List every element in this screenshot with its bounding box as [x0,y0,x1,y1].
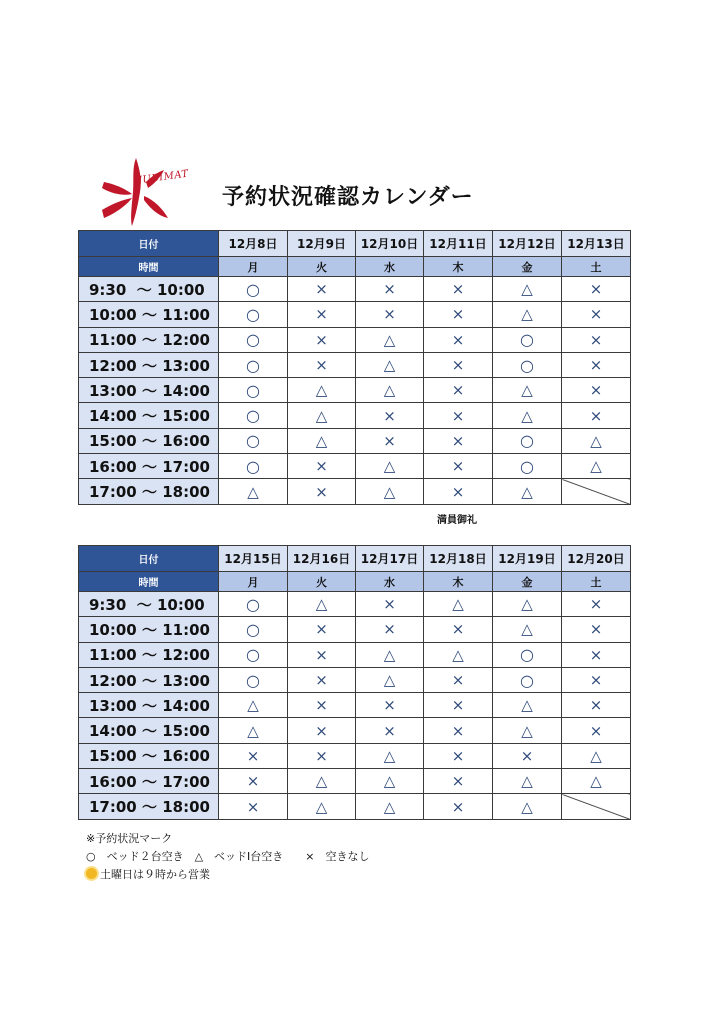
availability-mark: ○ [219,378,288,403]
availability-mark: × [356,592,424,617]
availability-mark: ○ [219,352,288,377]
availability-mark: △ [493,718,562,743]
availability-mark: × [562,642,631,667]
availability-mark: × [288,693,356,718]
availability-mark: △ [356,642,424,667]
availability-mark: × [562,592,631,617]
date-cell: 12月15日 [219,546,288,572]
availability-mark: △ [562,454,631,479]
time-slot-label: 15:00 ～ 16:00 [79,743,219,768]
availability-mark: ○ [493,327,562,352]
weekday-cell: 土 [562,257,631,277]
time-slot-row [79,718,631,743]
availability-mark: △ [493,479,562,504]
time-slot-row [79,403,631,428]
availability-mark: × [562,352,631,377]
legend-title: ※予約状況マーク [86,832,173,845]
availability-mark: △ [356,352,424,377]
weekday-cell: 金 [493,257,562,277]
availability-mark: × [424,718,493,743]
time-slot-label: 14:00 ～ 15:00 [79,403,219,428]
availability-mark: △ [288,378,356,403]
closed-slot [562,479,631,504]
date-cell: 12月9日 [288,231,356,257]
availability-mark: △ [562,743,631,768]
date-header: 日付 [79,231,219,257]
availability-mark: × [356,277,424,302]
time-slot-row [79,302,631,327]
availability-mark: × [562,327,631,352]
time-slot-row [79,743,631,768]
availability-mark: × [288,454,356,479]
availability-mark: × [424,693,493,718]
date-cell: 12月13日 [562,231,631,257]
time-slot-row [79,667,631,692]
time-header: 時間 [79,257,219,277]
date-header: 日付 [79,546,219,572]
calendar-week-2 [78,545,631,820]
weekday-cell: 金 [493,572,562,592]
time-slot-row [79,327,631,352]
date-cell: 12月8日 [219,231,288,257]
time-slot-row [79,454,631,479]
availability-mark: × [424,667,493,692]
availability-mark: ○ [219,403,288,428]
time-header: 時間 [79,572,219,592]
availability-mark: △ [288,428,356,453]
availability-mark: △ [493,794,562,819]
availability-mark: △ [493,592,562,617]
date-cell: 12月19日 [493,546,562,572]
time-slot-row [79,277,631,302]
time-slot-row [79,592,631,617]
header-row-dates [79,546,631,572]
availability-mark: × [356,617,424,642]
availability-mark: ○ [493,667,562,692]
availability-mark: △ [288,769,356,794]
availability-mark: × [288,642,356,667]
date-cell: 12月12日 [493,231,562,257]
availability-mark: ○ [219,454,288,479]
availability-mark: ○ [493,454,562,479]
calendar-week-1 [78,230,631,505]
availability-mark: × [424,428,493,453]
sun-icon [86,868,97,879]
date-cell: 12月16日 [288,546,356,572]
availability-mark: △ [424,642,493,667]
page-title: 予約状況確認カレンダー [222,185,474,210]
time-slot-row [79,428,631,453]
availability-mark: △ [562,428,631,453]
availability-mark: × [356,693,424,718]
time-slot-label: 11:00 ～ 12:00 [79,327,219,352]
time-slot-row [79,378,631,403]
availability-mark: ○ [219,277,288,302]
time-slot-label: 10:00 ～ 11:00 [79,617,219,642]
availability-mark: △ [356,378,424,403]
time-slot-label: 11:00 ～ 12:00 [79,642,219,667]
time-slot-label: 17:00 ～ 18:00 [79,479,219,504]
availability-mark: × [493,743,562,768]
availability-mark: ○ [219,428,288,453]
availability-mark: ○ [493,352,562,377]
time-slot-row [79,769,631,794]
availability-mark: × [424,479,493,504]
availability-mark: △ [356,794,424,819]
time-slot-label: 12:00 ～ 13:00 [79,667,219,692]
availability-mark: △ [219,718,288,743]
time-slot-label: 9:30 ～ 10:00 [79,277,219,302]
weekday-cell: 火 [288,572,356,592]
availability-mark: × [562,302,631,327]
header-row-days [79,257,631,277]
availability-mark: × [424,302,493,327]
availability-mark: × [356,718,424,743]
availability-mark: × [562,617,631,642]
availability-mark: ○ [219,302,288,327]
availability-mark: ○ [219,617,288,642]
availability-mark: × [562,277,631,302]
availability-mark: △ [356,769,424,794]
availability-mark: △ [356,479,424,504]
availability-mark: △ [562,769,631,794]
weekday-cell: 月 [219,572,288,592]
availability-mark: △ [493,617,562,642]
availability-mark: △ [356,454,424,479]
date-cell: 12月11日 [424,231,493,257]
time-slot-label: 10:00 ～ 11:00 [79,302,219,327]
time-slot-row [79,794,631,819]
availability-mark: × [219,769,288,794]
availability-mark: × [288,667,356,692]
weekday-cell: 水 [356,257,424,277]
logo-icon [96,152,186,232]
availability-mark: △ [219,479,288,504]
availability-mark: × [424,327,493,352]
weekday-cell: 土 [562,572,631,592]
availability-mark: △ [493,769,562,794]
availability-mark: × [424,769,493,794]
availability-mark: × [562,378,631,403]
availability-mark: × [424,378,493,403]
availability-mark: × [288,277,356,302]
weekday-cell: 木 [424,572,493,592]
availability-mark: × [288,479,356,504]
closed-slot [562,794,631,819]
header-row-dates [79,231,631,257]
time-slot-label: 13:00 ～ 14:00 [79,378,219,403]
availability-mark: × [288,352,356,377]
availability-mark: ○ [493,642,562,667]
availability-mark: △ [493,403,562,428]
time-slot-row [79,642,631,667]
availability-mark: ○ [219,642,288,667]
time-slot-label: 16:00 ～ 17:00 [79,454,219,479]
availability-mark: × [288,617,356,642]
availability-mark: △ [356,327,424,352]
saturday-note-text: 土曜日は９時から営業 [100,868,210,881]
weekday-cell: 火 [288,257,356,277]
time-slot-row [79,352,631,377]
availability-mark: △ [288,592,356,617]
sold-out-note: 満員御礼 [437,515,477,526]
availability-mark: × [288,718,356,743]
availability-mark: ○ [219,667,288,692]
time-slot-label: 14:00 ～ 15:00 [79,718,219,743]
legend [86,830,370,884]
availability-mark: × [424,617,493,642]
availability-mark: × [288,743,356,768]
weekday-cell: 水 [356,572,424,592]
time-slot-label: 9:30 ～ 10:00 [79,592,219,617]
time-slot-label: 12:00 ～ 13:00 [79,352,219,377]
availability-mark: × [219,743,288,768]
availability-mark: × [356,428,424,453]
availability-mark: × [288,327,356,352]
availability-mark: △ [288,403,356,428]
weekday-cell: 木 [424,257,493,277]
availability-mark: × [424,403,493,428]
availability-mark: × [356,403,424,428]
availability-mark: △ [288,794,356,819]
time-slot-row [79,693,631,718]
availability-mark: △ [493,693,562,718]
time-slot-row [79,617,631,642]
availability-mark: × [424,794,493,819]
weekday-cell: 月 [219,257,288,277]
availability-mark: × [356,302,424,327]
availability-mark: ○ [493,428,562,453]
availability-mark: × [424,352,493,377]
availability-mark: × [424,454,493,479]
availability-mark: △ [493,302,562,327]
availability-mark: ○ [219,592,288,617]
time-slot-label: 16:00 ～ 17:00 [79,769,219,794]
availability-mark: △ [219,693,288,718]
availability-mark: × [424,277,493,302]
time-slot-label: 15:00 ～ 16:00 [79,428,219,453]
availability-mark: × [562,403,631,428]
logo-text: JUBIMAT [137,168,190,187]
availability-mark: × [288,302,356,327]
availability-mark: × [562,718,631,743]
date-cell: 12月18日 [424,546,493,572]
date-cell: 12月10日 [356,231,424,257]
availability-mark: × [562,667,631,692]
saturday-note [86,866,370,884]
availability-mark: △ [493,277,562,302]
availability-mark: ○ [219,327,288,352]
availability-mark: △ [493,378,562,403]
availability-mark: △ [424,592,493,617]
legend-items: ○ ベッド２台空き △ ベッドⅠ台空き × 空きなし [86,850,370,863]
date-cell: 12月20日 [562,546,631,572]
time-slot-label: 17:00 ～ 18:00 [79,794,219,819]
time-slot-row [79,479,631,504]
availability-mark: × [219,794,288,819]
availability-mark: △ [356,667,424,692]
availability-mark: × [562,693,631,718]
header-row-days [79,572,631,592]
date-cell: 12月17日 [356,546,424,572]
time-slot-label: 13:00 ～ 14:00 [79,693,219,718]
availability-mark: × [424,743,493,768]
availability-mark: △ [356,743,424,768]
